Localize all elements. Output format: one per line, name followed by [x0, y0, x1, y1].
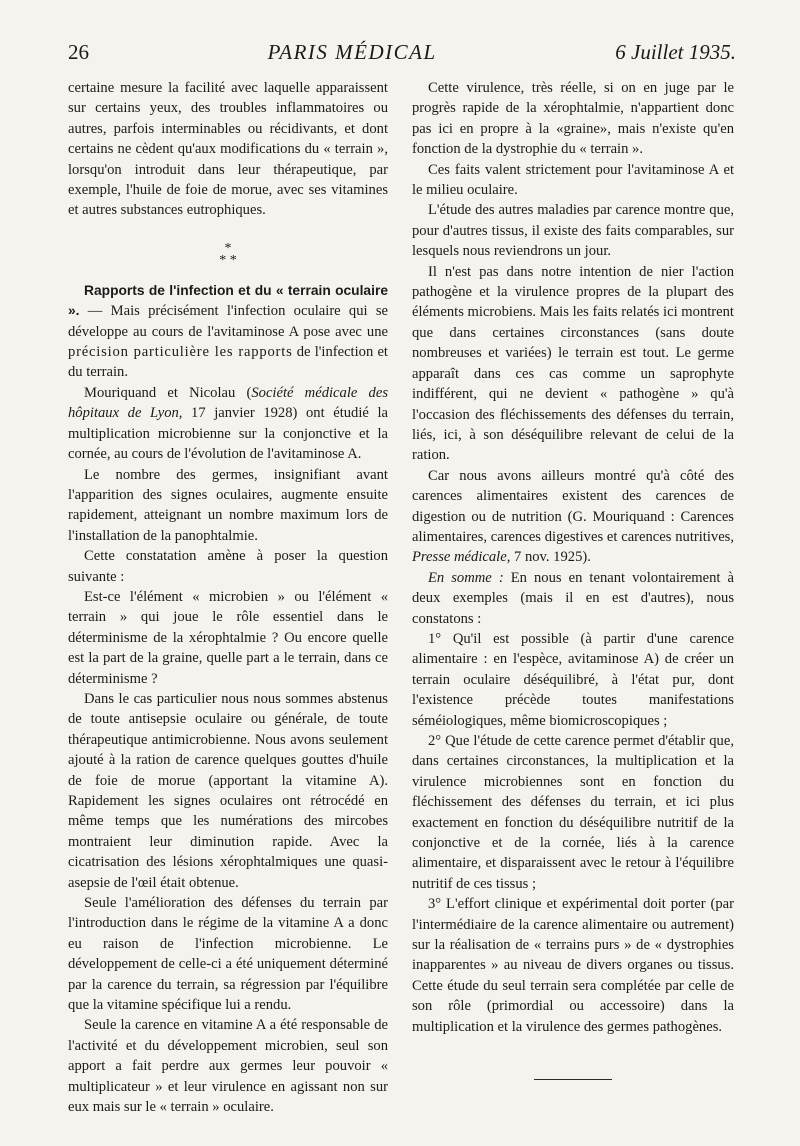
- paragraph: certaine mesure la facilité avec laquelle apparaissent sur certains yeux, des troubles inflammatoires ou autres, parfois interminables ou récidivants, et dont certains ne cèdent qu'aux modifications du « terrain », lorsqu'on introduit dans leur thérapeutique, par exemple, l'huile de foie de morue, avec ses vitamines et autres substances eutrophiques.: [68, 80, 388, 219]
- paragraph: Est-ce l'élément « microbien » ou l'élément « terrain » qui joue le rôle essentiel dans le déterminisme de la xérophtalmie ? Ou encore quelle est la part de la graine, quelle part a le terrain, dans ce déterminisme ?: [68, 588, 388, 687]
- paragraph: En somme : En nous en tenant volontairement à deux exemples (mais il en est d'autres), nous constatons :: [412, 569, 734, 627]
- paragraph: Car nous avons ailleurs montré qu'à côté des carences alimentaires existent des carences de digestion ou de nutrition (G. Mouriquand : Carences alimentaires, carences digestives et carences nutritives, Presse médicale, 7 nov. 1925).: [412, 467, 734, 566]
- running-header: [68, 40, 736, 74]
- conclusion-item-1: 1° Qu'il est possible (à partir d'une carence alimentaire : en l'espèce, avitaminose A) de créer un terrain oculaire déséquilibré, à l'état pur, dont l'existence précède toutes manifestations séméiologiques, même biomicroscopiques ;: [412, 630, 734, 729]
- paragraph: Cette virulence, très réelle, si on en juge par le progrès rapide de la xérophtalmie, n'appartient donc pas ici en propre à la «graine», mais n'existe qu'en fonction de la dystrophie du « terrain ».: [412, 80, 734, 158]
- issue-date: 6 Juillet 1935.: [615, 40, 736, 64]
- paragraph: L'étude des autres maladies par carence montre que, pour d'autres tissus, il existe des faits comparables, sur lesquels nous reviendrons un jour.: [412, 202, 734, 260]
- section-heading: Rapports de l'infection et du « terrain oculaire ».: [68, 282, 388, 319]
- paragraph: Seule la carence en vitamine A a été responsable de l'activité et du développement microbien, seul son apport a fait perdre aux germes leur pouvoir « multiplicateur » et leur virulence en agissant non sur eux mais sur le « terrain » oculaire.: [68, 1017, 388, 1116]
- section-paragraph: Rapports de l'infection et du « terrain oculaire ». — Mais précisément l'infection oculaire qui se développe au cours de l'avitaminose A pose avec une précision particulière les rapports de l'infection et du terrain.: [68, 282, 388, 381]
- paragraph: Seule l'amélioration des défenses du terrain par l'introduction dans le régime de la vitamine A a donc eu raison de l'infection microbienne. Le développement de celle-ci a été uniquement déterminé par la carence du terrain, sa régression par l'équilibre que la vitamine spécifique lui a rendu.: [68, 895, 388, 1014]
- page-number: 26: [68, 40, 89, 64]
- right-column: [412, 78, 734, 1080]
- summary-lead: En somme :: [428, 569, 504, 586]
- paragraph: Ces faits valent strictement pour l'avitaminose A et le milieu oculaire.: [412, 161, 734, 199]
- paragraph: Cette constatation amène à poser la question suivante :: [68, 548, 388, 585]
- paragraph: Il n'est pas dans notre intention de nier l'action pathogène et la virulence propres de la plupart des éléments microbiens. Mais les faits relatés ici montrent que dans certaines circonstances (sans doute nombreuses et variées) le terrain est tout. Le germe apparaît dans ces cas comme un saprophyte indifférent, qui ne devient « pathogène » qu'à l'occasion des fléchissements des défenses du terrain, liés, ici, à son déséquilibre relevant de celui de la ration.: [412, 263, 734, 464]
- conclusion-item-2: 2° Que l'étude de cette carence permet d'établir que, dans certaines circonstances, la multiplication et la virulence microbiennes sont en fonction du fléchissement des défenses du terrain, et ici plus exactement en fonction du déséquilibre nutritif de la conjonctive et de la cornée, liés à la carence alimentaire, et disparaissent avec le retour à l'équilibre nutritif de ces tissus ;: [412, 733, 734, 892]
- asterism-divider: * * *: [219, 240, 237, 268]
- paragraph: Mouriquand et Nicolau (Société médicale des hôpitaux de Lyon, 17 janvier 1928) ont étudié la multiplication microbienne sur la conjonctive et la cornée, au cours de l'évolution de l'avitaminose A.: [68, 384, 389, 463]
- journal-title: PARIS MÉDICAL: [267, 40, 437, 64]
- journal-citation: Presse médicale,: [412, 549, 511, 566]
- left-column: [68, 78, 388, 1118]
- journal-citation: Société médicale des hôpitaux de Lyon,: [68, 384, 389, 422]
- spaced-emphasis: précision particulière les rapports: [68, 344, 293, 361]
- paragraph: Le nombre des germes, insignifiant avant l'apparition des signes oculaires, augmente ensuite rapidement, atteignant un nombre maximum lors de l'installation de la panophtalmie.: [68, 466, 388, 544]
- end-rule: [534, 1079, 612, 1080]
- conclusion-item-3: 3° L'effort clinique et expérimental doit porter (par l'intermédiaire de la carence alimentaire ou autrement) sur la réalisation de « terrains purs » de « dystrophies inapparentes » au niveau de divers organes ou tissus. Cette étude du seul terrain sera complétée par celle de son rôle (primordial ou accessoire) dans la multiplication et la virulence des germes pathogènes.: [412, 896, 734, 1035]
- paragraph: Dans le cas particulier nous nous sommes abstenus de toute antisepsie oculaire ou générale, de toute thérapeutique antimicrobienne. Nous avons seulement ajouté à la ration de carence quelques gouttes d'huile de foie de morue (apportant la vitamine A). Rapidement les signes oculaires ont rétrocédé en même temps que les numérations des mircobes montraient leur diminution rapide. Avec la cicatrisation des lésions xérophtalmiques une quasi-asepsie de l'œil était obtenue.: [68, 690, 388, 891]
